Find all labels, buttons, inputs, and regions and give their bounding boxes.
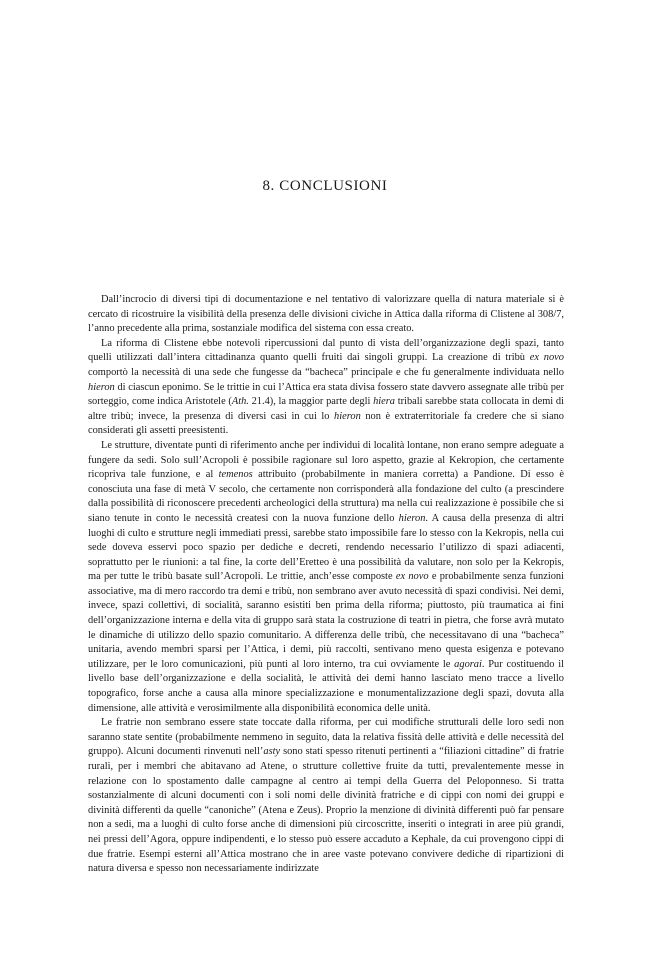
italic-term: asty [263,746,281,758]
italic-term: hieron [398,512,426,524]
text-run: attribuito (probabilmente in maniera corretta) a Pandione. Di esso è conosciuta una fase di metà V secolo, che certamente non corrisponderà alla fondazione del culto (a prescindere dalla possibilità di riconoscere precedenti archeologici della struttura) ma nella cui realizzazione è possibile che si siano tenute in conto le necessità createsi con la nuova funzione dello [88,469,564,524]
text-run: Le strutture, diventate punti di riferimento anche per individui di località lontane, non erano sempre adeguate a fungere da sedi. Solo sull’Acropoli è possibile ragionare sul loro aspetto, grazie al Kekropion, che certamente ricopriva tale funzione, e al [88,439,564,481]
italic-term: hieron [88,381,115,393]
chapter-title: 8. CONCLUSIONI [262,178,388,194]
text-run: comportò la necessità di una sede che fungesse da “bacheca” principale e che fu generalmente individuata nello [88,366,564,378]
italic-term: ex novo [529,352,564,364]
paragraph [88,293,564,337]
text-run: Le fratrie non sembrano essere state toccate dalla riforma, per cui modifiche strutturali delle loro sedi non saranno state sentite (probabilmente nemmeno in seguito, data la relativa fissità delle attività e delle necessità del gruppo). Alcuni documenti rinvenuti nell’ [88,717,564,758]
paragraph [88,337,564,439]
paragraph [88,439,564,716]
italic-term: temenos [218,469,253,481]
text-run: sono stati spesso ritenuti pertinenti a “filiazioni cittadine” di fratrie rurali, per i membri che abitavano ad Atene, o strutture collettive fruite da tutti, prevalentemente messe in relazione con lo spostamento dalle campagne al centro ai tempi della Guerra del Peloponneso. Si tratta sostanzialmente di alcuni documenti con i soli nomi delle divinità fratriche e di cippi con nomi dei gruppi e divinità differenti da quelle “canoniche” (Atena e Zeus). Proprio la menzione di divinità differenti può far pensare non a sedi, ma a luoghi di culto forse anche di dimensioni più circoscritte, inseriti o integrati in aree più grandi, nei pressi dell’Agora, oppure indipendenti, e lo stesso può essere accaduto a Kephale, da cui provengono cippi di due fratrie. Esempi esterni all’Attica mostrano che in aree vaste potevano convivere dediche di ripartizioni di natura diversa e spesso non necessariamente indirizzate [88,746,564,875]
italic-term: hieron [334,410,361,422]
italic-term: agorai [454,658,482,670]
italic-term: ex novo [395,571,429,583]
text-run: e probabilmente senza funzioni associative, ma di mero raccordo tra demi e tribù, non sembrano aver avuto necessità di spazi condivisi. Nei demi, invece, spazi collettivi, di socialità, saranno esistiti ben prima della riforma; piuttosto, più traumatica ai fini dell’organizzazione interna e della vita di gruppo sarà stata la costruzione di teatri in pietra, che forse avrà mutato le dinamiche di utilizzo dello spazio comunitario. A differenza delle tribù, che necessitavano di una “bacheca” unitaria, avendo membri sparsi per l’Attica, i demi, più raccolti, sentivano meno questa esigenza e potevano utilizzare, per le loro comunicazioni, più punti al loro interno, tra cui ovviamente le [88,571,564,670]
text-run: non è extraterritoriale fa credere che si siano considerati gli assetti preesistenti. [88,410,564,437]
body-text [88,293,564,877]
italic-term: hiera [373,396,395,408]
text-run: La riforma di Clistene ebbe notevoli ripercussioni dal punto di vista dell’organizzazione degli spazi, tanto quelli utilizzati dall’intera cittadinanza quanto quelli fruiti dai singoli gruppi. La creazione di tribù [88,337,564,364]
text-run: . Pur costituendo il livello base dell’organizzazione e della socialità, le attività dei demi hanno lasciato meno tracce a livello topografico, forse anche a causa alla minore specializzazione e monumentalizzazione degli spazi, dovuta alla dimensione, alle attività e verosimilmente alla disponibilità economica delle unità. [88,658,564,714]
paragraph [88,716,564,877]
text-run: 21.4), la maggior parte degli [248,396,374,408]
text-run: tribali sarebbe stata collocata in demi di altre tribù; invece, la presenza di diversi casi in cui lo [88,396,564,422]
text-run: di ciascun eponimo. Se le trittie in cui l’Attica era stata divisa fossero state davvero assegnate alle tribù per sorteggio, come indica Aristotele ( [88,381,564,408]
text-run: . A causa della presenza di altri luoghi di culto e strutture negli immediati pressi, sarebbe stato impossibile fare lo stesso con la Kekropis, nella cui sede doveva esservi poco spazio per dediche e decreti, rendendo necessario l’utilizzo di spazi adiacenti, soprattutto per le riunioni: a tal fine, la corte dell’Eretteo è una possibilità da valutare, non solo per la Kekropis, ma per tutte le tribù basate sull’Acropoli. Le trittie, anch’esse composte [88,512,564,583]
text-run: Dall’incrocio di diversi tipi di documentazione e nel tentativo di valorizzare quella di natura materiale si è cercato di ricostruire la visibilità della presenza delle divisioni civiche in Attica dalla riforma di Clistene al 308/7, l’anno precedente alla prima, sostanziale modifica del sistema con essa creato. [88,294,564,335]
italic-term: Ath. [231,396,249,408]
